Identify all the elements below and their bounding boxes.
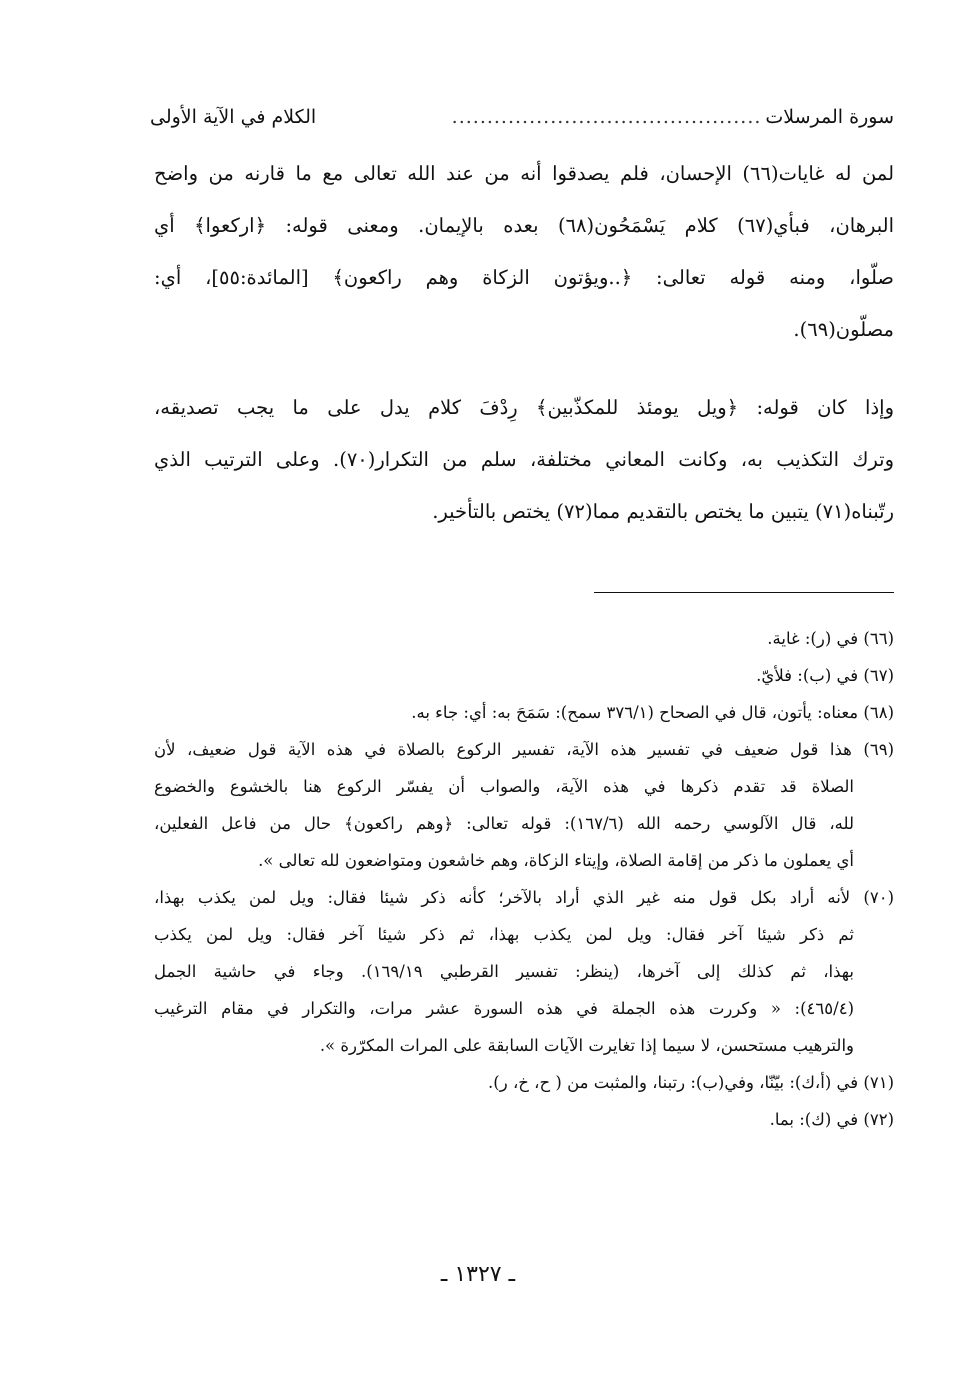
footnote-line: ثم ذكر شيئا آخر فقال: ويل لمن يكذب بهذا، ثم ذكر شيئا آخر فقال: ويل لمن يكذب [154,925,854,944]
footnote-line: (٧٢) في (ك): بما. [769,1110,894,1129]
footnote-71 [154,1064,894,1101]
footnote-72 [154,1101,894,1138]
main-text [154,148,894,564]
footnote-67 [154,657,894,694]
footnote-line: (٧١) في (أ،ك): بيّنّا، وفي(ب): رتبنا، والمثبت من ( ح، خ، ر). [488,1073,894,1092]
footnote-line: (٦٨) معناه: يأتون، قال في الصحاح (٣٧٦/١ سمح): سَمَحَ به: أي: جاء به. [411,703,894,722]
footnote-line: (٤٦٥/٤): « وكررت هذه الجملة في هذه السورة عشر مرات، والتكرار في مقام الترغيب [154,999,854,1018]
text-line: صلّوا، ومنه قوله تعالى: ﴿..ويؤتون الزكاة وهم راكعون﴾ [المائدة:٥٥]، أي: [154,266,894,289]
footnote-line: لله، قال الآلوسي رحمه الله (١٦٧/٦): قوله تعالى: ﴿وهم راكعون﴾ حال من فاعل الفعلين، [154,814,854,833]
page-number: ـ ١٣٢٧ ـ [440,1262,516,1287]
text-line: وإذا كان قوله: ﴿ويل يومئذ للمكذّبين﴾ رِدْفَ كلام يدل على ما يجب تصديقه، [154,396,894,419]
footnote-69 [154,731,894,879]
text-line: رتّبناه(٧١) يتبين ما يختص بالتقديم مما(٧٢) يختص بالتأخير. [432,500,894,523]
footnote-line: (٦٩) هذا قول ضعيف في تفسير هذه الآية، تفسير الركوع بالصلاة في هذه الآية قول ضعيف، لأن [154,740,894,759]
section-title: الكلام في الآية الأولى [150,106,317,128]
footnotes [154,620,894,1138]
footnote-line: أي يعملون ما ذكر من إقامة الصلاة، وإيتاء الزكاة، وهم خاشعون ومتواضعون لله تعالى ». [258,851,854,870]
footnote-line: (٦٧) في (ب): فلأيّ. [756,666,894,685]
footnote-68 [154,694,894,731]
footnote-line: (٦٦) في (ر): غاية. [767,629,894,648]
footnote-70 [154,879,894,1064]
text-line: مصلّون(٦٩). [793,318,894,341]
paragraph-2 [154,382,894,538]
running-header [150,92,894,128]
text-line: البرهان، فبأي(٦٧) كلام يَسْمَحُون(٦٨) بعده بالإيمان. ومعنى قوله: ﴿اركعوا﴾ أي [154,214,894,237]
footnote-line: الصلاة قد تقدم ذكرها في هذه الآية، والصواب أن يفسّر الركوع هنا بالخشوع والخضوع [154,777,854,796]
footnote-66 [154,620,894,657]
footnote-line: والترهيب مستحسن، لا سيما إذا تغايرت الآيات السابقة على المرات المكرّرة ». [319,1036,854,1055]
text-line: وترك التكذيب به، وكانت المعاني مختلفة، سلم من التكرار(٧٠). وعلى الترتيب الذي [154,448,894,471]
footnote-line: بهذا، ثم كذلك إلى آخرها، (ينظر: تفسير القرطبي ١٦٩/١٩). وجاء في حاشية الجمل [154,962,854,981]
footnote-line: (٧٠) لأنه أراد بكل قول منه غير الذي أراد بالآخر؛ كأنه ذكر شيئا فقال: ويل لمن يكذب بهذا، [154,888,894,907]
text-line: لمن له غايات(٦٦) الإحسان، فلم يصدقوا أنه من عند الله تعالى مع ما قارنه من واضح [154,162,894,185]
paragraph-1 [154,148,894,356]
footnote-separator [594,592,894,593]
header-dot-leader: ............................................ [451,106,762,128]
sura-title: سورة المرسلات [765,106,894,128]
